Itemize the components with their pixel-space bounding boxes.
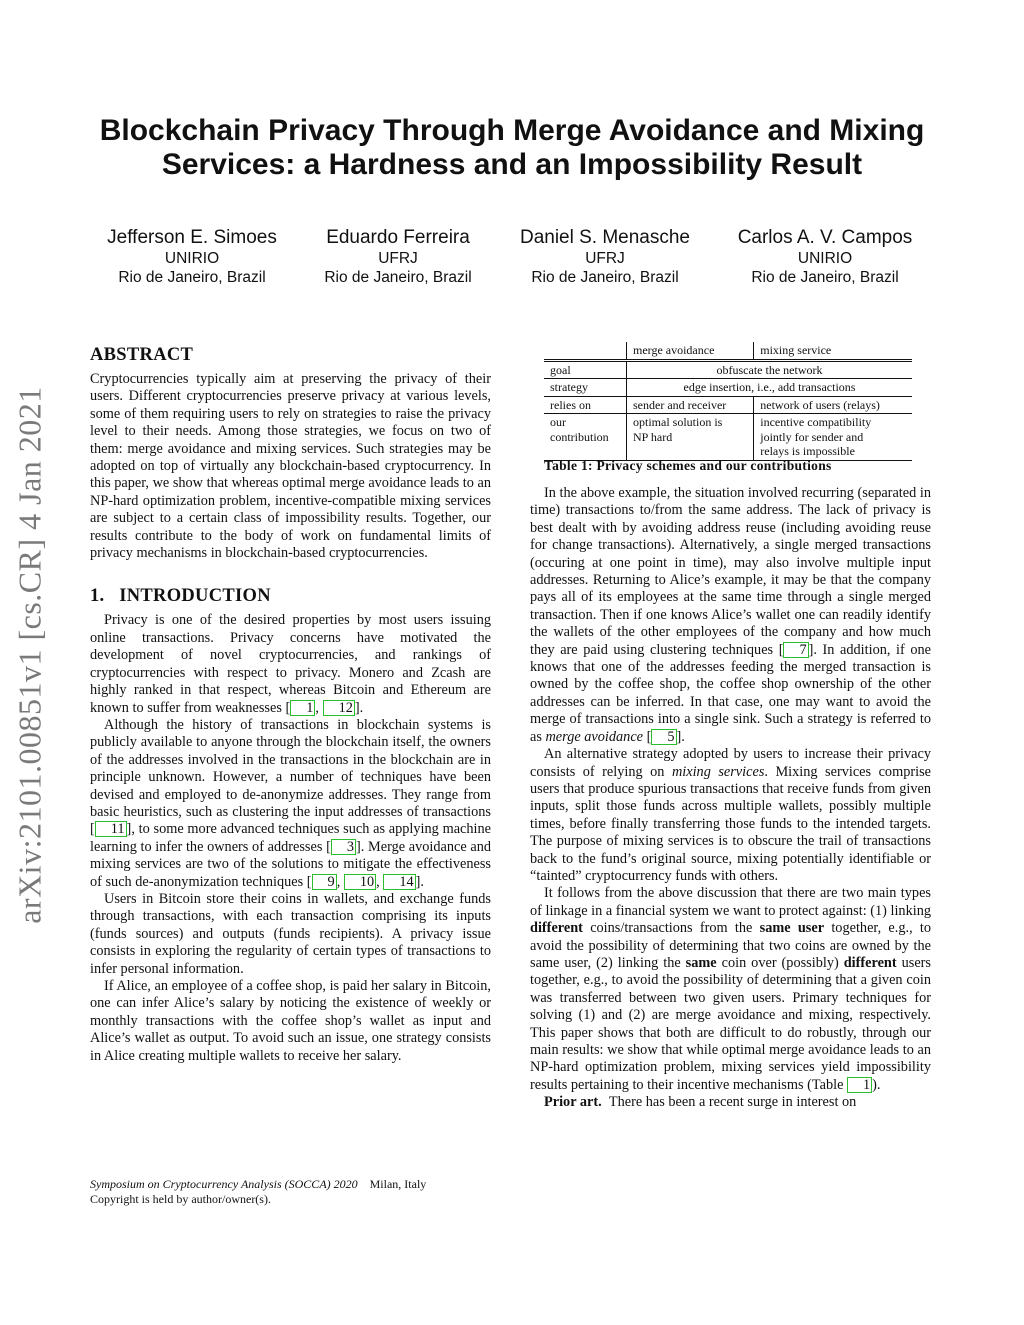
body-paragraph: In the above example, the situation involved recurring (separated in time) transactions to/from the same address. The lack of privacy is best dealt with by avoiding address reuse (including avoiding reuse for change transactions). Alternatively, a single merged transactions (occuring at one point in time), may also involve multiple input addresses. Returning to Alice’s example, it may be that the company pays all of its employees at the same time through a single merged transaction. Then if one knows Alice’s wallet one can readily identify the wallets of the other employees of the company and how much they are paid using clustering techniques [ 7 ]. In addition, if one knows that one of the addresses feeding the merged transaction is owned by the coffee shop, the coffee shop ownership of the other addresses can be inferred. In that case, one may want to avoid the merge of transactions into a single sink. Such a strategy is referred to as merge avoidance [ 5 ]. [530, 485, 931, 745]
table-cell: incentive compatibility jointly for sender and relays is impossible [754, 414, 912, 461]
title-line-1: Blockchain Privacy Through Merge Avoidance and Mixing [99, 114, 925, 147]
table-row-label: relies on [544, 396, 627, 414]
author [278, 227, 518, 287]
author-institution: UFRJ [585, 250, 625, 267]
body-paragraph: It follows from the above discussion that there are two main types of linkage in a financial system we want to protect against: (1) linking different coins/transactions from the same user together, e.g., to avoid the possibility of determining that two coins are owned by the same user, (2) linking the same coin over (possibly) different users together, e.g., to avoid the possibility of determining that a given coin was transferred between two given users. Primary techniques for solving (1) and (2) are merge avoidance and mixing, respectively. This paper shows that both are difficult to do robustly, through our main results: we show that while optimal merge avoidance leads to an NP-hard optimization problem, mixing services yield impossibility results pertaining to their incentive mechanisms (Table 1 ). [530, 885, 932, 1093]
title-line-2: Services: a Hardness and an Impossibility Result [161, 148, 863, 181]
venue-place: Milan, Italy [369, 1177, 427, 1191]
table-cell: edge insertion, i.e., add transactions [627, 379, 913, 397]
citation-link[interactable]: 12 [323, 700, 355, 716]
body-paragraph: Prior art. There has been a recent surge in interest on [544, 1094, 857, 1111]
citation-link[interactable]: 11 [95, 821, 127, 837]
intro-paragraph: Although the history of transactions in blockchain systems is publicly available to anyone through the blockchain itself, the owners of the addresses involved in the transactions in the blockchain are in principle unknown. However, a number of techniques have been devised and employed to de-anonymize addresses. They range from basic heuristics, such as clustering the input addresses of transactions [ 11 ], to some more advanced techniques such as applying machine learning to infer the owners of addresses [ 3 ]. Merge avoidance and mixing services are two of the solutions to mitigate the effectiveness of such de-anonymization techniques [ 9 , 10 , 14 ]. [90, 716, 491, 890]
citation-link[interactable]: 14 [383, 874, 415, 890]
author-location: Rio de Janeiro, Brazil [324, 269, 472, 286]
citation-link[interactable]: 7 [783, 642, 808, 658]
table-row-label: strategy [544, 379, 627, 397]
author-location: Rio de Janeiro, Brazil [751, 269, 899, 286]
paragraph-run-in-heading: Prior art. [544, 1094, 602, 1111]
abstract-heading: ABSTRACT [90, 345, 194, 365]
table-row-label: goal [544, 360, 627, 379]
paper-title [60, 114, 964, 182]
table-header: mixing service [754, 342, 912, 360]
citation-link[interactable]: 10 [344, 874, 376, 890]
intro-paragraph: Users in Bitcoin store their coins in wallets, and exchange funds through transactions, with each transaction comprising its inputs (funds sources) and outputs (funds recipients). A privacy issue consists in exploring the regularity of certain types of transactions to infer personal information. [90, 890, 491, 977]
privacy-schemes-table [544, 342, 912, 461]
citation-link[interactable]: 5 [651, 729, 676, 745]
intro-heading: 1. INTRODUCTION [90, 586, 271, 607]
author-name: Carlos A. V. Campos [737, 227, 913, 248]
author-institution: UFRJ [378, 250, 418, 267]
citation-link[interactable]: 1 [847, 1077, 872, 1093]
table-cell: optimal solution is NP hard [627, 414, 754, 461]
table-caption: Table 1: Privacy schemes and our contributions [544, 458, 832, 473]
citation-link[interactable]: 9 [312, 874, 337, 890]
author-institution: UNIRIO [797, 250, 853, 267]
author-name: Jefferson E. Simoes [107, 227, 277, 248]
author [705, 227, 945, 287]
citation-link[interactable]: 1 [290, 700, 315, 716]
right-column [530, 485, 931, 1112]
author [485, 227, 725, 287]
table-header: merge avoidance [627, 342, 754, 360]
copyright: Copyright is held by author/owner(s). [90, 1192, 271, 1206]
abstract-text: Cryptocurrencies typically aim at preserving the privacy of their users. Different cryptocurrencies preserve privacy at various levels, some of them requiring users to rely on strategies to raise the privacy level to their needs. Among those strategies, we focus on two of them: merge avoidance and mixing services. Such strategies may be adopted on top of virtually any blockchain-based cryptocurrency. In this paper, we show that whereas optimal merge avoidance leads to an NP-hard optimization problem, incentive-compatible mixing services are subject to a certain class of impossibility results. Together, our results contribute to the body of work on fundamental limits of privacy mechanisms in blockchain-based cryptocurrencies. [90, 371, 491, 562]
intro-paragraph: If Alice, an employee of a coffee shop, is paid her salary in Bitcoin, one can infer Alice’s salary by noticing the existence of weekly or monthly transactions with the coffee shop’s wallet as input and Alice’s wallet as output. To avoid such an issue, one strategy consists in Alice creating multiple wallets to receive her salary. [90, 978, 491, 1064]
citation-link[interactable]: 3 [331, 839, 356, 855]
author [72, 227, 312, 287]
author-institution: UNIRIO [164, 250, 220, 267]
author-name: Daniel S. Menasche [519, 227, 691, 248]
arxiv-id: arXiv:2101.00851v1 [cs.CR] 4 Jan 2021 [11, 386, 48, 924]
table-cell: network of users (relays) [754, 396, 912, 414]
table-row-label: our contribution [544, 414, 627, 461]
table-cell: sender and receiver [627, 396, 754, 414]
author-block [80, 227, 960, 307]
body-paragraph: An alternative strategy adopted by users to increase their privacy consists of relying on mixing services. Mixing services comprise users that produce spurious transactions that receive funds from given inputs, split those funds across multiple wallets, possibly multiple times, before finally transferring those funds to the intended targets. The purpose of mixing services is to obscure the trail of transactions back to the fund’s original source, mixing potentially identifiable or “tainted” cryptocurrency funds with others. [530, 746, 931, 884]
author-location: Rio de Janeiro, Brazil [531, 269, 679, 286]
table-cell: obfuscate the network [627, 360, 913, 379]
author-location: Rio de Janeiro, Brazil [118, 269, 266, 286]
venue: Symposium on Cryptocurrency Analysis (SOCCA) 2020 [90, 1177, 358, 1191]
author-name: Eduardo Ferreira [326, 227, 470, 248]
copyright-footnote [90, 1177, 491, 1207]
left-column [90, 343, 491, 1065]
arxiv-stamp [0, 360, 60, 950]
intro-paragraph: Privacy is one of the desired properties by most users issuing online transactions. Privacy concerns have motivated the development of novel cryptocurrencies, and rankings of cryptocurrencies with respect to privacy. Monero and Zcash are highly ranked in that respect, whereas Bitcoin and Ethereum are known to suffer from weaknesses [ 1 , 12 ]. [90, 612, 491, 716]
